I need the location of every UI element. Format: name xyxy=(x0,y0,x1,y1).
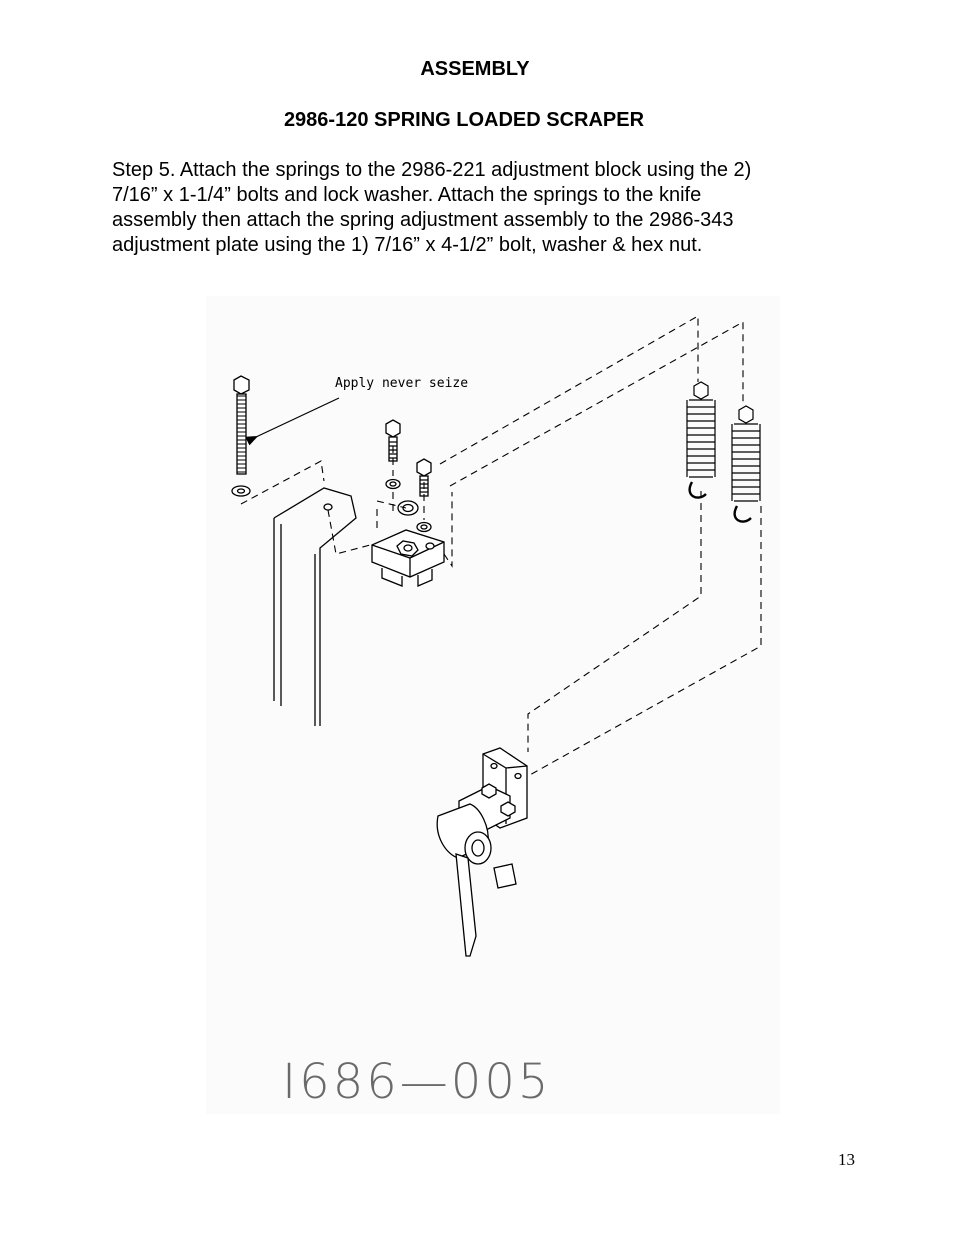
instruction-line-2: 7/16” x 1-1/4” bolts and lock washer. Attach the springs to the knife xyxy=(112,184,702,206)
callout-arrow xyxy=(256,398,339,437)
knife-assembly xyxy=(437,748,527,956)
mounting-bracket xyxy=(274,488,356,726)
adjustment-block xyxy=(372,501,444,586)
step-instructions xyxy=(112,158,832,258)
page-title: ASSEMBLY xyxy=(420,58,530,80)
callout-label: Apply never seize xyxy=(335,376,469,391)
drawing-number: I686—005 xyxy=(282,1054,552,1110)
exploded-view-drawing xyxy=(206,296,780,1114)
section-subtitle: 2986-120 SPRING LOADED SCRAPER xyxy=(283,109,645,131)
assembly-guide-lines xyxy=(241,316,761,776)
instruction-line-4: adjustment plate using the 1) 7/16” x 4-1/2” bolt, washer & hex nut. xyxy=(112,234,703,256)
page-number: 13 xyxy=(838,1150,855,1169)
instruction-line-3: assembly then attach the spring adjustment assembly to the 2986-343 xyxy=(112,209,734,231)
instruction-line-1: Step 5. Attach the springs to the 2986-221 adjustment block using the 2) xyxy=(112,159,752,181)
long-bolt xyxy=(232,376,250,496)
short-bolt-1 xyxy=(386,420,400,489)
spring-left xyxy=(687,382,715,498)
assembly-diagram xyxy=(206,296,780,1114)
spring-right xyxy=(732,406,760,522)
